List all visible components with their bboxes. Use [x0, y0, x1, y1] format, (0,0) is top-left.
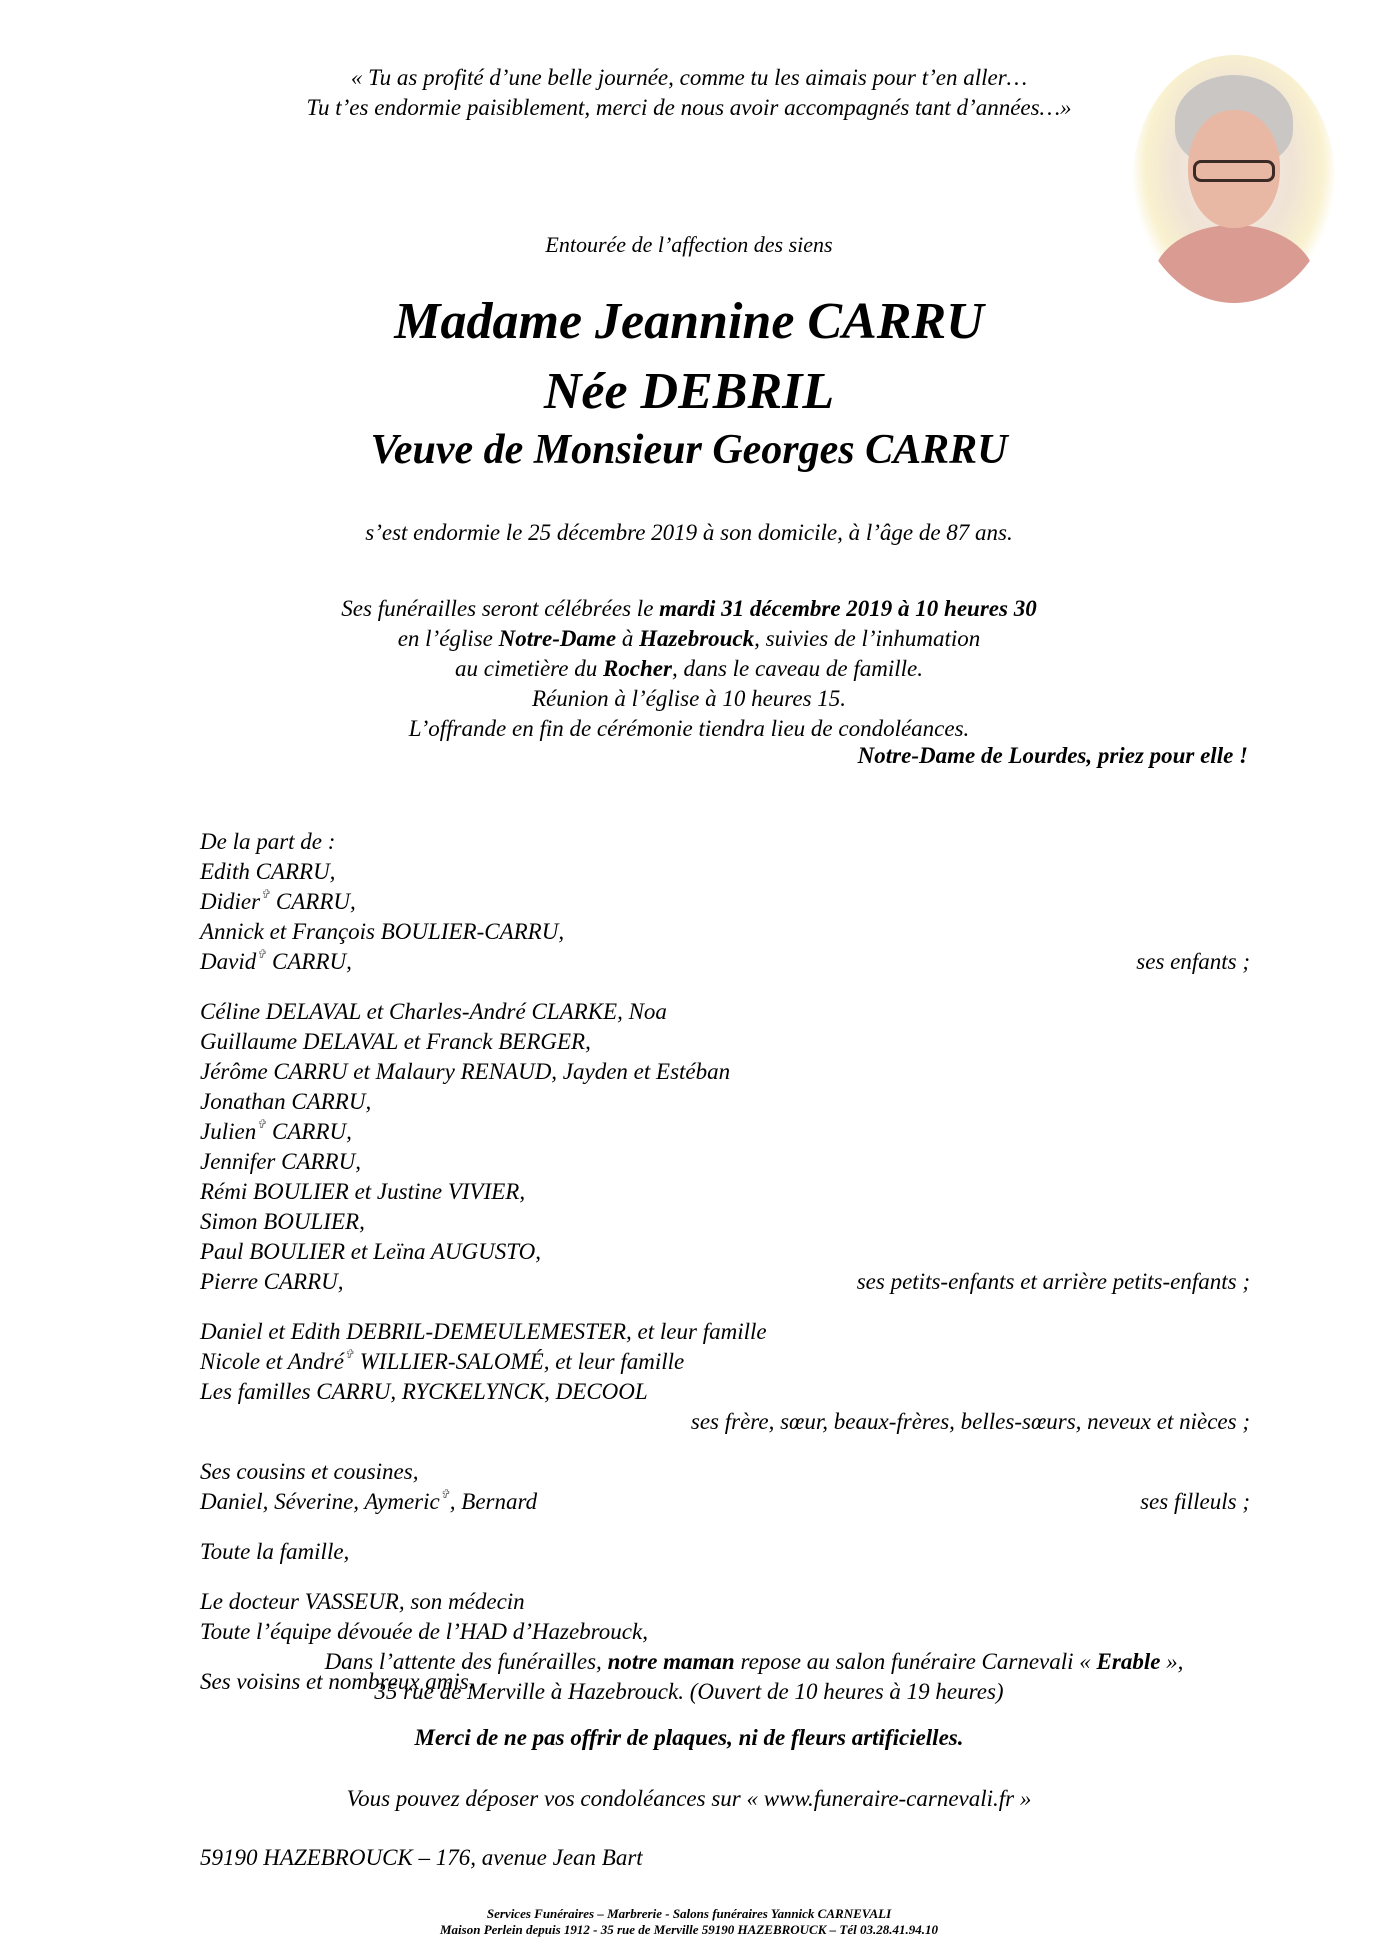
grandchild-row: Simon BOULIER,	[200, 1209, 365, 1234]
family-intro: De la part de :	[200, 829, 336, 854]
grandchild-row: Jérôme CARRU et Malaury RENAUD, Jayden et Estéban	[200, 1059, 731, 1084]
neighbors-row: Ses voisins et nombreux amis.	[200, 1669, 475, 1694]
cross-icon: ✞	[256, 947, 267, 961]
funeral-line-3: au cimetière du Rocher, dans le caveau de famille.	[455, 656, 923, 681]
relation-godchildren: ses filleuls ;	[1140, 1489, 1250, 1514]
footer-line-2: Maison Perlein depuis 1912 - 35 rue de Merville 59190 HAZEBROUCK – Tél 03.28.41.94.10	[440, 1922, 938, 1937]
sibling-relation-row	[200, 1407, 1250, 1437]
sibling-row: Les familles CARRU, RYCKELYNCK, DECOOL	[200, 1379, 648, 1404]
footer	[0, 1906, 1378, 1938]
grandchild-pierre: Pierre CARRU, ses petits-enfants et arrière petits-enfants ;	[200, 1267, 1250, 1297]
grandchild-row: Jennifer CARRU,	[200, 1149, 361, 1174]
grandchild-julien: Julien✞ CARRU,	[200, 1117, 352, 1144]
no-flowers-notice: Merci de ne pas offrir de plaques, ni de fleurs artificielles.	[414, 1725, 964, 1750]
portrait-photo	[1133, 55, 1335, 303]
child-annick: Annick et François BOULIER-CARRU,	[200, 919, 565, 944]
home-address: 59190 HAZEBROUCK – 176, avenue Jean Bart	[200, 1845, 643, 1870]
cross-icon: ✞	[256, 1117, 267, 1131]
surrounded-text: Entourée de l’affection des siens	[545, 232, 833, 257]
grandchild-row: Céline DELAVAL et Charles-André CLARKE, Noa	[200, 999, 667, 1024]
godchildren-row: Daniel, Séverine, Aymeric✞, Bernard ses filleuls ;	[200, 1487, 1250, 1517]
cross-icon: ✞	[343, 1347, 354, 1361]
grandchild-row: Paul BOULIER et Leïna AUGUSTO,	[200, 1239, 541, 1264]
grandchild-row: Rémi BOULIER et Justine VIVIER,	[200, 1179, 526, 1204]
maiden-name: Née DEBRIL	[543, 363, 835, 420]
cousins-row: Ses cousins et cousines,	[200, 1459, 419, 1484]
funeral-details	[0, 594, 1378, 744]
child-didier: Didier✞ CARRU,	[200, 887, 356, 914]
grandchild-row: Guillaume DELAVAL et Franck BERGER,	[200, 1029, 591, 1054]
doctor-row: Le docteur VASSEUR, son médecin	[200, 1589, 525, 1614]
child-david: David✞ CARRU, ses enfants ;	[200, 947, 1250, 977]
condolences-link: Vous pouvez déposer vos condoléances sur « www.funeraire-carnevali.fr »	[346, 1786, 1032, 1811]
relation-children: ses enfants ;	[1136, 949, 1250, 974]
waiting-notice	[0, 1647, 1378, 1707]
whole-family: Toute la famille,	[200, 1539, 350, 1564]
quote-line-2: Tu t’es endormie paisiblement, merci de nous avoir accompagnés tant d’années…»	[306, 95, 1072, 120]
cross-icon: ✞	[439, 1487, 450, 1501]
funeral-line-1: Ses funérailles seront célébrées le mardi 31 décembre 2019 à 10 heures 30	[341, 596, 1037, 621]
quote-line-1: « Tu as profité d’une belle journée, comme tu les aimais pour t’en aller…	[350, 65, 1028, 90]
funeral-line-2: en l’église Notre-Dame à Hazebrouck, suivies de l’inhumation	[397, 626, 981, 651]
prayer-line: Notre-Dame de Lourdes, priez pour elle !	[857, 743, 1248, 768]
relation-grandchildren: ses petits-enfants et arrière petits-enfants ;	[856, 1269, 1250, 1294]
had-team-row: Toute l’équipe dévouée de l’HAD d’Hazebrouck,	[200, 1619, 648, 1644]
death-notice: s’est endormie le 25 décembre 2019 à son domicile, à l’âge de 87 ans.	[365, 520, 1013, 545]
child-edith: Edith CARRU,	[200, 859, 336, 884]
waiting-line-2: 35 rue de Merville à Hazebrouck. (Ouvert de 10 heures à 19 heures)	[374, 1679, 1004, 1704]
relation-siblings: ses frère, sœur, beaux-frères, belles-sœurs, neveux et nièces ;	[690, 1409, 1250, 1434]
family-list	[200, 827, 1250, 1697]
deceased-name: Madame Jeannine CARRU	[394, 293, 984, 350]
footer-line-1: Services Funéraires – Marbrerie - Salons funéraires Yannick CARNEVALI	[486, 1906, 892, 1921]
sibling-row: Daniel et Edith DEBRIL-DEMEULEMESTER, et leur famille	[200, 1319, 767, 1344]
widow-of: Veuve de Monsieur Georges CARRU	[370, 427, 1008, 473]
sibling-row: Nicole et André✞ WILLIER-SALOMÉ, et leur famille	[200, 1347, 685, 1374]
funeral-line-5: L’offrande en fin de cérémonie tiendra lieu de condoléances.	[408, 716, 970, 741]
grandchild-row: Jonathan CARRU,	[200, 1089, 372, 1114]
cross-icon: ✞	[260, 887, 271, 901]
waiting-line-1: Dans l’attente des funérailles, notre maman repose au salon funéraire Carnevali « Erable »,	[324, 1649, 1184, 1674]
funeral-line-4: Réunion à l’église à 10 heures 15.	[531, 686, 847, 711]
